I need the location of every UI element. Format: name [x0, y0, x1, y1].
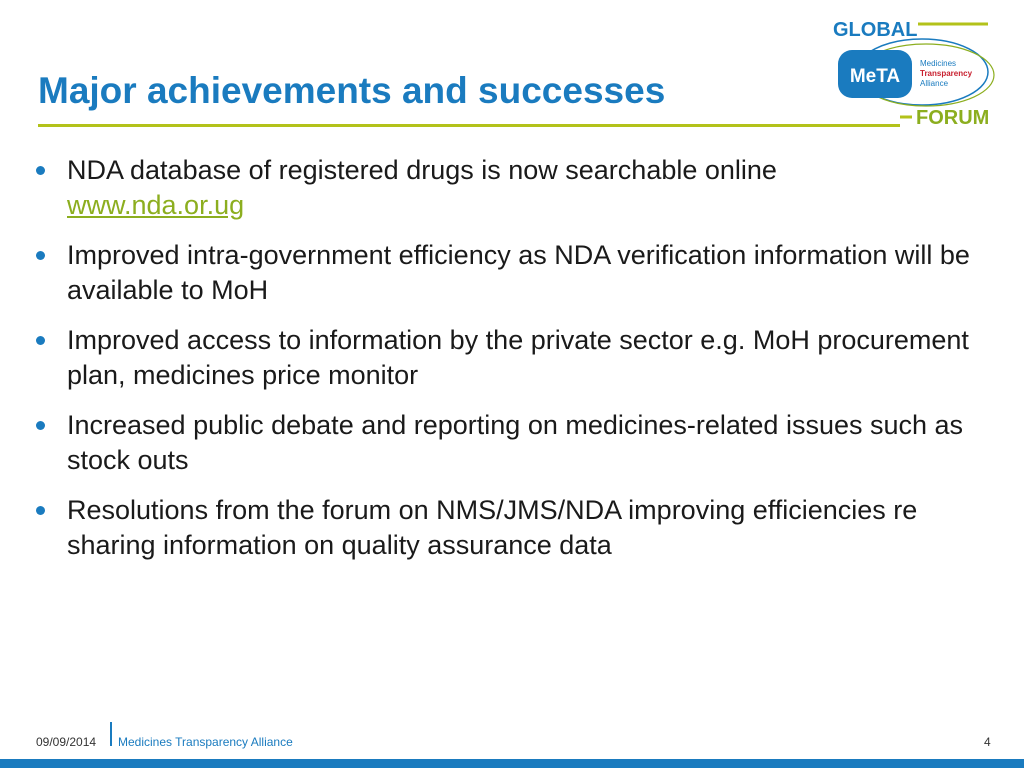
- bullet-text: Improved intra-government efficiency as NDA verification information will be available to MoH: [67, 240, 970, 305]
- nda-website-link[interactable]: www.nda.or.ug: [67, 190, 245, 220]
- bullet-dot-icon: [36, 251, 45, 260]
- bullet-text: Resolutions from the forum on NMS/JMS/NDA improving efficiencies re sharing information on quality assurance data: [67, 495, 918, 560]
- bullet-dot-icon: [36, 166, 45, 175]
- bullet-item: [36, 323, 996, 393]
- logo-global-text: GLOBAL: [833, 19, 918, 41]
- title-underline: [38, 124, 900, 127]
- bullet-dot-icon: [36, 336, 45, 345]
- footer-date: 09/09/2014: [36, 735, 97, 749]
- bullet-text: NDA database of registered drugs is now searchable online: [67, 155, 777, 185]
- bullet-item: [36, 493, 996, 563]
- bullet-text: Improved access to information by the private sector e.g. MoH procurement plan, medicines price monitor: [67, 325, 969, 390]
- bullet-list: [36, 153, 996, 578]
- bullet-item: [36, 408, 996, 478]
- logo-line2: Transparency: [920, 69, 973, 78]
- bullet-dot-icon: [36, 506, 45, 515]
- logo-meta-text: MeTA: [849, 66, 901, 87]
- meta-global-forum-logo: [830, 14, 995, 132]
- slide-page-number: 4: [984, 735, 991, 749]
- bottom-accent-bar: [0, 759, 1024, 768]
- slide-title: Major achievements and successes: [38, 70, 666, 111]
- logo-line1: Medicines: [920, 59, 957, 68]
- footer-organization: Medicines Transparency Alliance: [118, 735, 293, 749]
- footer-divider: [110, 722, 112, 746]
- bullet-dot-icon: [36, 421, 45, 430]
- bullet-item: [36, 238, 996, 308]
- logo-forum-text: FORUM: [916, 107, 990, 129]
- bullet-text: Increased public debate and reporting on medicines-related issues such as stock outs: [67, 410, 964, 475]
- bullet-item: [36, 153, 996, 223]
- logo-line3: Alliance: [920, 79, 949, 88]
